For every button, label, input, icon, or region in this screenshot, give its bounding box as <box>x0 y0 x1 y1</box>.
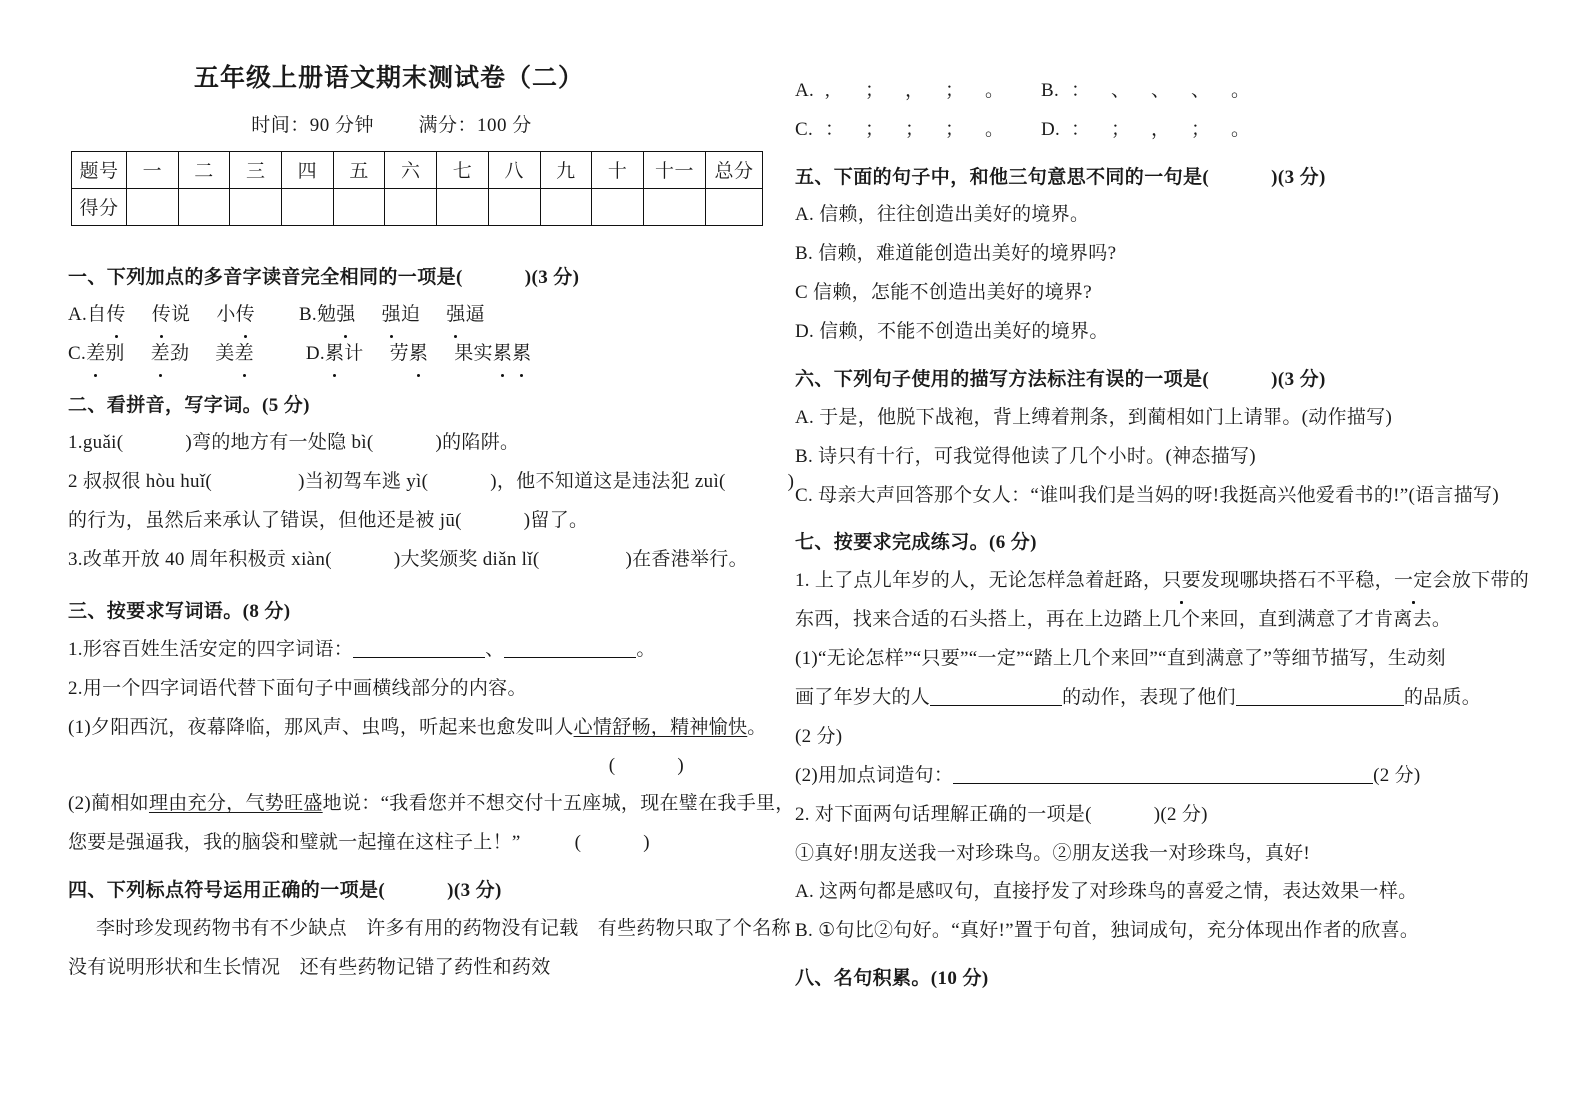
col-9: 九 <box>540 151 592 188</box>
col-2: 二 <box>178 151 230 188</box>
section-6-heading <box>795 366 1528 395</box>
col-7: 七 <box>437 151 489 188</box>
s7-q1-mid: 发现哪块搭石不平稳， <box>1200 569 1394 591</box>
section-5-heading-tail: )(3 分) <box>1271 166 1326 188</box>
section-7-q2-option-b[interactable]: B. ①句比②句好。“真好!”置于句首，独词成句，充分体现出作者的欣喜。 <box>795 920 1420 942</box>
score-cell-2[interactable] <box>178 188 230 225</box>
s4-opt-c-p2: ； <box>865 118 885 140</box>
section-6-option-a[interactable]: A. 于是，他脱下战袍，背上缚着荆条，到蔺相如门上请罪。(动作描写) <box>795 406 1393 428</box>
s3-q1-blank-1[interactable] <box>353 639 485 658</box>
s3-q1-blank-2[interactable] <box>504 639 636 658</box>
s4-opt-a-p3: ， <box>905 80 925 101</box>
score-cell-11[interactable] <box>644 188 706 225</box>
opt-b2-post: 迫 <box>400 304 421 325</box>
score-cell-1[interactable] <box>127 188 179 225</box>
opt-c2-dot: 差 <box>151 335 170 374</box>
s3-q2-2-post: 地说：“我看您并不想交付十五座城，现在璧在我手里， <box>322 793 795 815</box>
score-cell-5[interactable] <box>333 188 385 225</box>
section-5-option-b[interactable]: B. 信赖，难道能创造出美好的境界吗? <box>795 243 1117 265</box>
s7-q1-1-blank-2[interactable] <box>1236 687 1404 706</box>
score-cell-10[interactable] <box>592 188 644 225</box>
s4-opt-c-p5: 。 <box>985 118 1005 140</box>
s3-q1-text: 1.形容百姓生活安定的四字词语： <box>68 638 354 660</box>
section-3-heading: 三、按要求写词语。(8 分) <box>68 601 291 623</box>
row-label-score: 得分 <box>72 188 127 225</box>
s4-opt-b-p3: 、 <box>1151 80 1171 101</box>
section-6-heading-text: 六、下列句子使用的描写方法标注有误的一项是( <box>795 369 1210 391</box>
section-3-q2-1 <box>68 709 770 748</box>
section-4-body-line-1: 李时珍发现药物书有不少缺点 许多有用的药物没有记载 有些药物只取了个名称 <box>96 917 791 939</box>
s2-l1-a: 1.guǎi( <box>68 432 124 454</box>
section-1-option-c[interactable] <box>68 335 770 374</box>
score-cell-9[interactable] <box>540 188 592 225</box>
opt-d3-pre: 果实 <box>454 342 493 364</box>
opt-c3-pre: 美 <box>215 342 235 364</box>
opt-c1-dot: 差 <box>86 335 105 374</box>
section-7-q1-2 <box>795 757 1528 796</box>
section-7-q1-1-line2 <box>795 679 1528 718</box>
row-label-number: 题号 <box>72 151 127 188</box>
section-5-heading <box>795 164 1528 193</box>
s4-opt-b-p5: 。 <box>1231 80 1251 101</box>
s7-q1-2-score: (2 分) <box>1373 764 1421 786</box>
opt-b1-pre: 勉 <box>316 304 337 325</box>
s2-l4-b: )大奖颁奖 diǎn lǐ( <box>393 549 540 571</box>
s4-opt-d-p5: 。 <box>1231 118 1251 140</box>
section-6-option-b[interactable]: B. 诗只有十行，可我觉得他读了几个小时。(神态描写) <box>795 445 1256 467</box>
score-cell-7[interactable] <box>437 188 489 225</box>
score-cell-3[interactable] <box>230 188 282 225</box>
s3-q2-1-answer-paren[interactable]: ( ) <box>608 755 684 777</box>
s7-q1-dot-word-2 <box>1394 562 1433 601</box>
option-c-label: C. <box>68 342 87 364</box>
section-2-heading: 二、看拼音，写字词。(5 分) <box>68 394 310 416</box>
s3-q2-1-underlined: 心情舒畅，精神愉快 <box>573 716 748 738</box>
s7-q1-post: 会放下带的 <box>1432 569 1530 591</box>
opt-c3-dot: 差 <box>235 335 254 374</box>
s7-q1-1-l2a: 画了年岁大的人 <box>795 686 931 708</box>
section-2-line-2 <box>68 463 795 502</box>
section-7-q2-option-a[interactable]: A. 这两句都是感叹句，直接抒发了对珍珠鸟的喜爱之情，表达效果一样。 <box>795 881 1418 903</box>
s3-q2-2-pre: (2)蔺相如 <box>68 793 149 815</box>
col-4: 四 <box>282 151 334 188</box>
section-2-line-1 <box>68 424 770 463</box>
section-6-heading-tail: )(3 分) <box>1271 369 1326 391</box>
opt-a3-pre: 小 <box>216 304 236 325</box>
opt-d1-dot: 累 <box>325 335 344 374</box>
s7-q1-1-l2b: 的动作，表现了他们 <box>1062 686 1236 708</box>
total-points: 满分：100 分 <box>418 114 532 136</box>
section-8-heading: 八、名句积累。(10 分) <box>795 968 989 990</box>
col-total: 总分 <box>706 151 763 188</box>
s7-q1-dot1: 只要 <box>1162 562 1201 601</box>
section-7-q1-line1 <box>795 562 1528 601</box>
s7-q2-head-text: 2. 对下面两句话理解正确的一项是( <box>795 803 1092 825</box>
s2-l1-b: )弯的地方有一处隐 bì( <box>185 432 374 454</box>
opt-c1-post: 别 <box>105 342 125 364</box>
section-5-option-d[interactable]: D. 信赖，不能不创造出美好的境界。 <box>795 321 1109 343</box>
s2-l4-c: )在香港举行。 <box>625 549 748 571</box>
section-1-heading <box>68 264 770 293</box>
s2-l3-a: 的行为，虽然后来承认了错误，但他还是被 jū( <box>68 510 462 532</box>
opt-d3-dot: 累 <box>493 335 512 374</box>
section-4-heading-text: 四、下列标点符号运用正确的一项是( <box>68 880 386 902</box>
col-10: 十 <box>592 151 644 188</box>
s4-opt-c-p3: ； <box>905 118 925 140</box>
s4-opt-a-p4: ； <box>945 80 965 101</box>
s7-q2-head-tail: )(2 分) <box>1153 803 1208 825</box>
s2-l2-a: 2 叔叔很 hòu huǐ( <box>68 471 213 493</box>
table-row-header <box>72 151 763 188</box>
s4-opt-d-p2: ； <box>1111 118 1131 140</box>
col-1: 一 <box>127 151 179 188</box>
opt-b1-dot: 强 <box>336 296 355 335</box>
s4-opt-d-label: D. <box>1041 118 1061 140</box>
s7-q1-pre: 1. 上了点儿年岁的人，无论怎样急着赶路， <box>795 569 1163 591</box>
s7-q1-dot2: 一定 <box>1394 562 1433 601</box>
table-row-score <box>72 188 763 225</box>
exam-meta <box>68 110 770 137</box>
section-4-option-row-cd[interactable] <box>795 111 1528 150</box>
col-6: 六 <box>385 151 437 188</box>
s2-l2-b: )当初驾车逃 yì( <box>298 471 429 493</box>
section-3-q2-2-line2 <box>68 824 770 863</box>
section-7-q2-sentences: ①真好!朋友送我一对珍珠鸟。②朋友送我一对珍珠鸟，真好! <box>795 842 1311 864</box>
section-1-option-a[interactable] <box>68 296 770 335</box>
s3-q2-2-line2-text: 您要是强逼我，我的脑袋和璧就一起撞在这柱子上！” <box>68 832 521 854</box>
opt-a2-post: 说 <box>171 304 191 325</box>
s4-opt-c-p1: ： <box>825 118 845 140</box>
section-4-option-row-ab[interactable] <box>795 72 1528 111</box>
option-d-label: D. <box>305 342 325 364</box>
section-7-heading: 七、按要求完成练习。(6 分) <box>795 532 1037 554</box>
section-1-heading-tail: )(3 分) <box>524 266 580 288</box>
section-4-heading-tail: )(3 分) <box>447 880 502 902</box>
opt-a2-dot: 传 <box>152 296 171 335</box>
s7-q1-1-blank-1[interactable] <box>930 687 1062 706</box>
s7-q1-2-blank[interactable] <box>953 765 1373 784</box>
opt-a1-pre: 自 <box>87 304 107 325</box>
section-1-heading-text: 一、下列加点的多音字读音完全相同的一项是( <box>68 266 463 288</box>
s4-opt-a-p5: 。 <box>985 80 1005 101</box>
s7-q1-1-l2c: 的品质。 <box>1403 686 1482 708</box>
score-table <box>71 151 763 226</box>
s4-opt-d-p4: ； <box>1191 118 1211 140</box>
opt-d2-pre: 劳 <box>389 342 409 364</box>
s4-opt-c-label: C. <box>795 118 814 140</box>
score-cell-4[interactable] <box>282 188 334 225</box>
s4-opt-b-p2: 、 <box>1111 80 1131 101</box>
s7-q1-2-pre: (2)用加点词造句： <box>795 764 954 786</box>
opt-b3-post: 逼 <box>465 304 485 325</box>
opt-b2-dot: 强 <box>382 296 401 335</box>
s3-q2-1-pre: (1)夕阳西沉，夜幕降临，那风声、虫鸣，听起来也愈发叫人 <box>68 716 574 738</box>
s2-l3-b: )留了。 <box>523 510 589 532</box>
section-4-body-line-2: 没有说明形状和生长情况 还有些药物记错了药性和药效 <box>68 956 551 978</box>
section-7-q1-1-score: (2 分) <box>795 725 843 747</box>
section-7-q2-heading <box>795 796 1528 835</box>
col-3: 三 <box>230 151 282 188</box>
col-11: 十一 <box>644 151 706 188</box>
section-4-heading <box>68 877 770 906</box>
score-cell-6[interactable] <box>385 188 437 225</box>
opt-a1-dot: 传 <box>106 296 125 335</box>
score-cell-total[interactable] <box>706 188 763 225</box>
option-b-label: B. <box>298 304 317 325</box>
score-cell-8[interactable] <box>488 188 540 225</box>
right-column <box>787 0 1583 1118</box>
s3-q2-2-underlined: 理由充分，气势旺盛 <box>148 793 323 815</box>
s4-opt-d-p1: ： <box>1071 118 1091 140</box>
s4-opt-d-p3: ， <box>1151 118 1171 140</box>
section-3-q2: 2.用一个四字词语代替下面句子中画横线部分的内容。 <box>68 677 527 699</box>
s4-opt-b-p1: ： <box>1071 80 1091 101</box>
s2-l2-c: )，他不知道这是违法犯 zuì( <box>490 471 726 493</box>
section-5-option-c[interactable]: C 信赖，怎能不创造出美好的境界? <box>795 282 1092 304</box>
section-5-option-a[interactable]: A. 信赖，往往创造出美好的境界。 <box>795 204 1090 226</box>
section-7-q1-line2: 东西，找来合适的石头搭上，再在上边踏上几个来回，直到满意了才肯离去。 <box>795 608 1452 630</box>
time-limit: 时间：90 分钟 <box>251 114 374 136</box>
section-3-q2-1-answer-row <box>68 747 770 785</box>
opt-d3-dot2: 累 <box>512 335 531 374</box>
s4-opt-b-label: B. <box>1041 80 1060 101</box>
s4-opt-a-label: A. <box>795 80 815 101</box>
s3-q1-sep: 、 <box>485 638 505 660</box>
col-5: 五 <box>333 151 385 188</box>
page-title: 五年级上册语文期末测试卷（二） <box>193 65 584 92</box>
section-7-q1-1-line1: (1)“无论怎样”“只要”“一定”“踏上几个来回”“直到满意了”等细节描写，生动刻 <box>795 647 1446 669</box>
opt-b3-dot: 强 <box>446 296 465 335</box>
section-2-line-3 <box>68 502 770 541</box>
s2-l4-a: 3.改革开放 40 周年积极贡 xiàn( <box>68 549 332 571</box>
s4-opt-c-p4: ； <box>945 118 965 140</box>
s7-q1-dot-word-1 <box>1162 562 1201 601</box>
s3-q2-2-answer-paren[interactable]: ( ) <box>574 832 650 854</box>
s4-opt-a-p2: ； <box>865 80 885 101</box>
opt-d2-dot: 累 <box>409 335 428 374</box>
section-5-heading-text: 五、下面的句子中，和他三句意思不同的一句是( <box>795 166 1210 188</box>
s4-opt-b-p4: 、 <box>1191 80 1211 101</box>
opt-d1-post: 计 <box>344 342 364 364</box>
s2-l2-d: ) <box>787 471 795 493</box>
option-a-label: A. <box>68 304 88 325</box>
s4-opt-a-p1: , <box>825 80 831 101</box>
opt-c2-post: 劲 <box>169 342 190 364</box>
section-2-line-4 <box>68 541 770 580</box>
opt-a3-dot: 传 <box>236 296 255 335</box>
section-6-option-c[interactable]: C. 母亲大声回答那个女人：“谁叫我们是当妈的呀!我挺高兴他爱看书的!”(语言描写) <box>795 484 1499 506</box>
s3-q1-end: 。 <box>636 638 656 660</box>
section-3-q2-2 <box>68 785 795 824</box>
section-3-q1 <box>68 631 770 670</box>
s2-l1-c: )的陷阱。 <box>435 432 520 454</box>
s3-q2-1-post: 。 <box>747 716 767 738</box>
col-8: 八 <box>488 151 540 188</box>
